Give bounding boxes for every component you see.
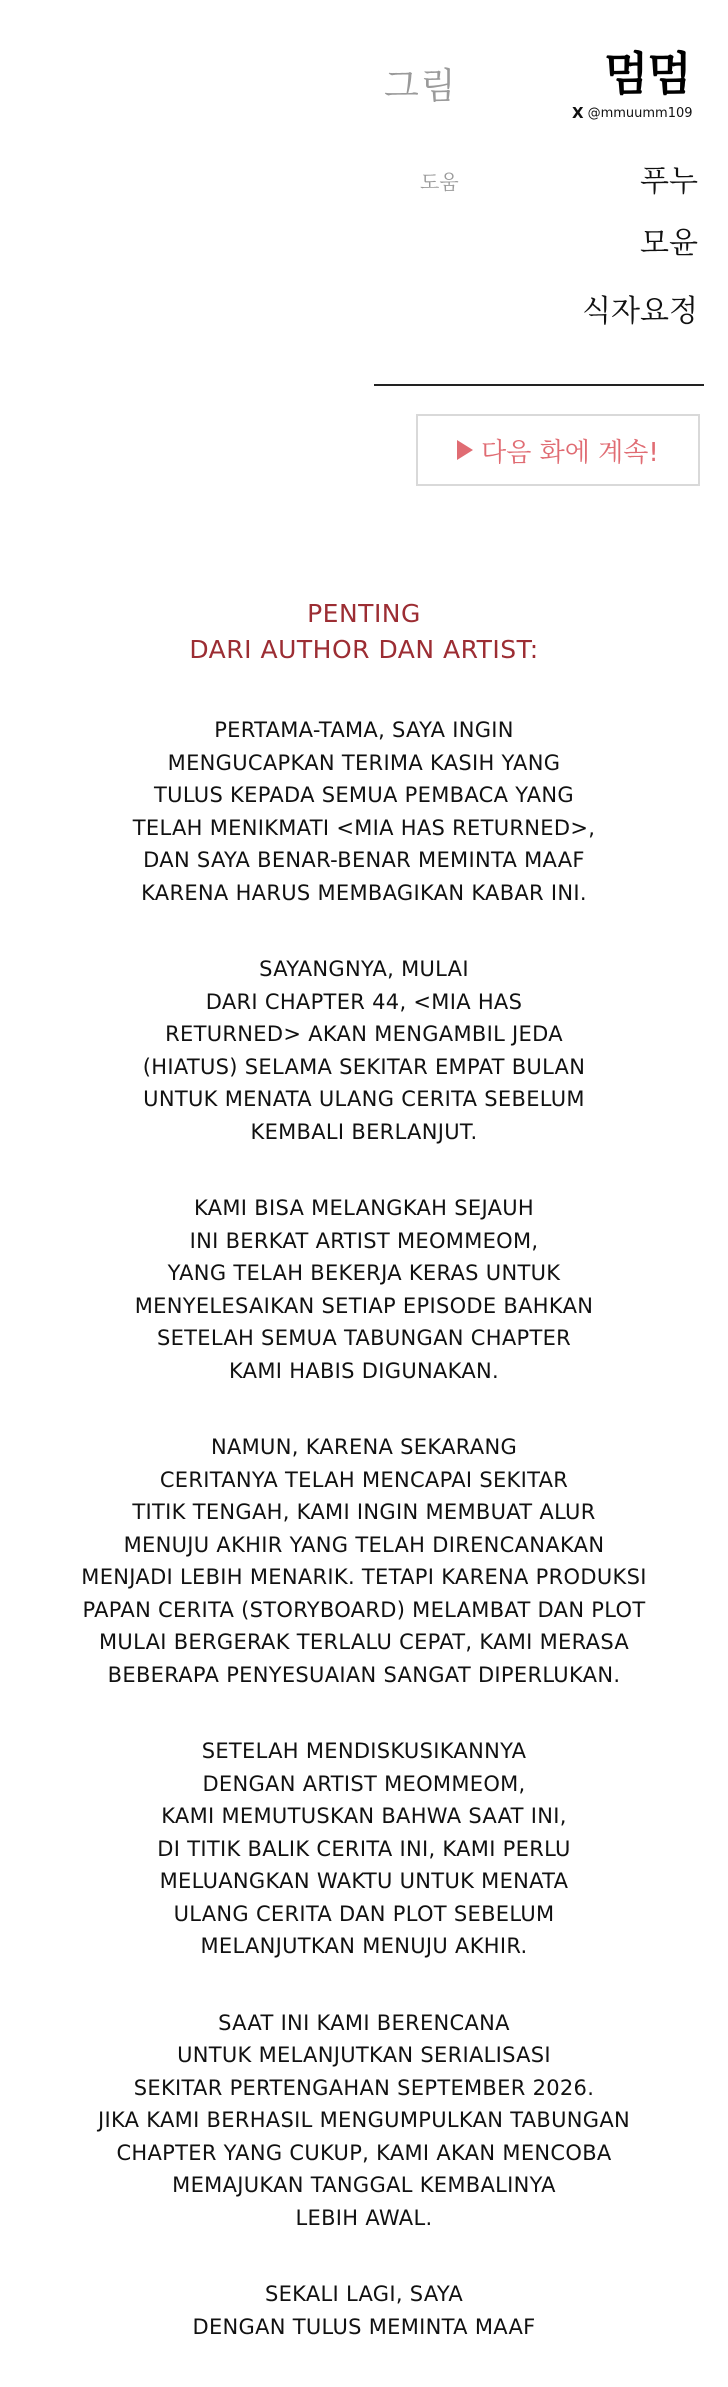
- next-episode-button[interactable]: [416, 414, 700, 486]
- artist-name: 멈멈: [604, 47, 691, 101]
- notice-paragraph: SAAT INI KAMI BERENCANA UNTUK MELANJUTKAN SERIALISASI SEKITAR PERTENGAHAN SEPTEMBER 2026. JIKA KAMI BERHASIL MENGUMPULKAN TABUNGAN CHAPTER YANG CUKUP, KAMI AKAN MENCOBA MEMAJUKAN TANGGAL KEMBALINYA LEBIH AWAL.: [97, 2010, 631, 2230]
- notice-paragraph: SAYANGNYA, MULAI DARI CHAPTER 44, <MIA HAS RETURNED> AKAN MENGAMBIL JEDA (HIATUS) SELAMA SEKITAR EMPAT BULAN UNTUK MENATA ULANG CERITA SEBELUM KEMBALI BERLANJUT.: [142, 957, 586, 1144]
- notice-paragraph: PERTAMA-TAMA, SAYA INGIN MENGUCAPKAN TERIMA KASIH YANG TULUS KEPADA SEMUA PEMBACA YANG TELAH MENIKMATI <MIA HAS RETURNED>, DAN SAYA BENAR-BENAR MEMINTA MAAF KARENA HARUS MEMBAGIKAN KABAR INI.: [132, 718, 596, 905]
- help-label: 도움: [420, 170, 459, 194]
- next-episode-label: 다음 화에 계속!: [481, 437, 659, 468]
- artist-handle-text: @mmuumm109: [587, 105, 693, 121]
- notice-paragraph: SEKALI LAGI, SAYA DENGAN TULUS MEMINTA MAAF: [192, 2282, 536, 2339]
- divider: [374, 384, 704, 386]
- art-label: 그림: [384, 66, 458, 107]
- notice-paragraph: NAMUN, KARENA SEKARANG CERITANYA TELAH MENCAPAI SEKITAR TITIK TENGAH, KAMI INGIN MEMBUAT ALUR MENUJU AKHIR YANG TELAH DIRENCANAKAN MENJADI LEBIH MENARIK. TETAPI KARENA PRODUKSI PAPAN CERITA (STORYBOARD) MELAMBAT DAN PLOT MULAI BERGERAK TERLALU CEPAT, KAMI MERASA BEBERAPA PENYESUAIAN SANGAT DIPERLUKAN.: [81, 1435, 647, 1687]
- x-logo-icon: X: [572, 104, 584, 122]
- assistant-name: 모윤: [640, 226, 698, 261]
- artist-handle: [572, 104, 693, 122]
- assistant-name: 푸누: [640, 164, 698, 199]
- notice-subtitle: DARI AUTHOR DAN ARTIST:: [189, 635, 539, 664]
- assistant-name: 식자요정: [582, 294, 698, 329]
- notice-title: PENTING: [307, 599, 421, 628]
- notice-paragraph: SETELAH MENDISKUSIKANNYA DENGAN ARTIST MEOMMEOM, KAMI MEMUTUSKAN BAHWA SAAT INI, DI TITIK BALIK CERITA INI, KAMI PERLU MELUANGKAN WAKTU UNTUK MENATA ULANG CERITA DAN PLOT SEBELUM MELANJUTKAN MENUJU AKHIR.: [157, 1739, 571, 1958]
- author-notice: [0, 596, 728, 2387]
- credits-section: [0, 0, 728, 500]
- play-triangle-icon: [457, 440, 473, 460]
- notice-paragraph: KAMI BISA MELANGKAH SEJAUH INI BERKAT ARTIST MEOMMEOM, YANG TELAH BEKERJA KERAS UNTUK MENYELESAIKAN SETIAP EPISODE BAHKAN SETELAH SEMUA TABUNGAN CHAPTER KAMI HABIS DIGUNAKAN.: [134, 1196, 594, 1383]
